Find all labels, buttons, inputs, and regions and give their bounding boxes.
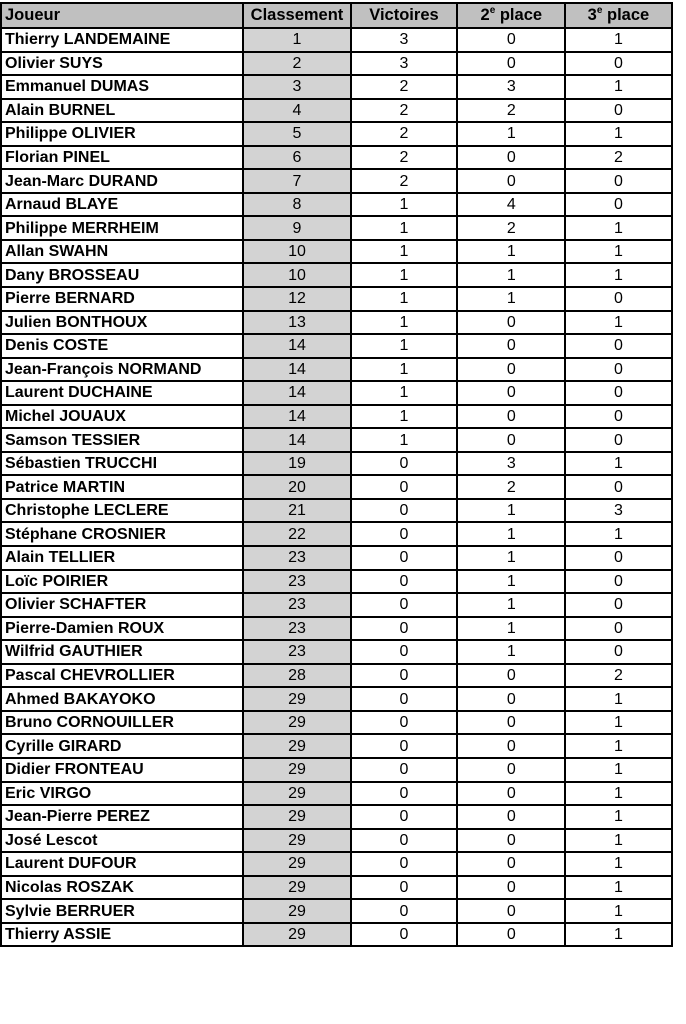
- rank-cell: 14: [243, 428, 350, 452]
- table-row: [1, 75, 686, 99]
- table-body: [1, 28, 686, 946]
- wins-cell: 1: [351, 216, 458, 240]
- edge-cell: [672, 687, 686, 711]
- edge-cell: [672, 499, 686, 523]
- player-name-cell: Michel JOUAUX: [1, 405, 243, 429]
- edge-cell: [672, 240, 686, 264]
- third-place-cell: 3: [565, 499, 671, 523]
- wins-cell: 0: [351, 546, 458, 570]
- third-place-cell: 0: [565, 99, 671, 123]
- wins-cell: 0: [351, 758, 458, 782]
- third-place-cell: 0: [565, 287, 671, 311]
- second-place-cell: 0: [457, 852, 565, 876]
- rank-cell: 23: [243, 640, 350, 664]
- rank-cell: 2: [243, 52, 350, 76]
- wins-cell: 0: [351, 499, 458, 523]
- rank-cell: 8: [243, 193, 350, 217]
- second-place-cell: 0: [457, 358, 565, 382]
- second-place-cell: 0: [457, 734, 565, 758]
- wins-cell: 1: [351, 428, 458, 452]
- edge-cell: [672, 99, 686, 123]
- player-name-cell: Wilfrid GAUTHIER: [1, 640, 243, 664]
- table-row: [1, 193, 686, 217]
- edge-cell: [672, 381, 686, 405]
- edge-cell: [672, 216, 686, 240]
- header-third-sup: e: [596, 4, 603, 16]
- player-name-cell: Philippe MERRHEIM: [1, 216, 243, 240]
- table-row: [1, 216, 686, 240]
- edge-cell: [672, 899, 686, 923]
- wins-cell: 0: [351, 711, 458, 735]
- second-place-cell: 0: [457, 758, 565, 782]
- wins-cell: 2: [351, 99, 458, 123]
- third-place-cell: 1: [565, 805, 671, 829]
- edge-cell: [672, 546, 686, 570]
- rank-cell: 10: [243, 263, 350, 287]
- player-name-cell: Ahmed BAKAYOKO: [1, 687, 243, 711]
- wins-cell: 2: [351, 146, 458, 170]
- third-place-cell: 2: [565, 146, 671, 170]
- player-name-cell: Olivier SCHAFTER: [1, 593, 243, 617]
- rank-cell: 19: [243, 452, 350, 476]
- rank-cell: 29: [243, 734, 350, 758]
- second-place-cell: 1: [457, 263, 565, 287]
- header-wins: Victoires: [351, 3, 458, 28]
- rank-cell: 13: [243, 311, 350, 335]
- wins-cell: 1: [351, 193, 458, 217]
- third-place-cell: 0: [565, 405, 671, 429]
- wins-cell: 0: [351, 475, 458, 499]
- edge-cell: [672, 711, 686, 735]
- player-name-cell: Denis COSTE: [1, 334, 243, 358]
- header-third-word: place: [602, 6, 650, 24]
- third-place-cell: 0: [565, 617, 671, 641]
- table-row: [1, 805, 686, 829]
- third-place-cell: 1: [565, 829, 671, 853]
- wins-cell: 0: [351, 852, 458, 876]
- edge-cell: [672, 640, 686, 664]
- wins-cell: 0: [351, 805, 458, 829]
- third-place-cell: 1: [565, 263, 671, 287]
- wins-cell: 2: [351, 169, 458, 193]
- rank-cell: 23: [243, 593, 350, 617]
- second-place-cell: 2: [457, 475, 565, 499]
- player-name-cell: Florian PINEL: [1, 146, 243, 170]
- second-place-cell: 1: [457, 522, 565, 546]
- header-row: [1, 3, 686, 28]
- rank-cell: 14: [243, 381, 350, 405]
- second-place-cell: 3: [457, 75, 565, 99]
- rank-cell: 1: [243, 28, 350, 52]
- table-row: [1, 28, 686, 52]
- third-place-cell: 0: [565, 475, 671, 499]
- table-row: [1, 263, 686, 287]
- edge-cell: [672, 287, 686, 311]
- table-row: [1, 287, 686, 311]
- edge-cell: [672, 852, 686, 876]
- table-row: [1, 711, 686, 735]
- rank-cell: 7: [243, 169, 350, 193]
- third-place-cell: 0: [565, 358, 671, 382]
- header-rank: Classement: [243, 3, 350, 28]
- second-place-cell: 0: [457, 169, 565, 193]
- rank-cell: 29: [243, 805, 350, 829]
- rank-cell: 28: [243, 664, 350, 688]
- third-place-cell: 0: [565, 570, 671, 594]
- wins-cell: 0: [351, 593, 458, 617]
- table-row: [1, 99, 686, 123]
- second-place-cell: 2: [457, 99, 565, 123]
- edge-cell: [672, 522, 686, 546]
- edge-cell: [672, 146, 686, 170]
- wins-cell: 2: [351, 122, 458, 146]
- player-name-cell: Nicolas ROSZAK: [1, 876, 243, 900]
- second-place-cell: 0: [457, 428, 565, 452]
- second-place-cell: 1: [457, 122, 565, 146]
- second-place-cell: 1: [457, 546, 565, 570]
- rank-cell: 10: [243, 240, 350, 264]
- player-name-cell: Stéphane CROSNIER: [1, 522, 243, 546]
- table-row: [1, 499, 686, 523]
- rank-cell: 6: [243, 146, 350, 170]
- third-place-cell: 0: [565, 593, 671, 617]
- player-name-cell: Alain BURNEL: [1, 99, 243, 123]
- table-row: [1, 899, 686, 923]
- edge-cell: [672, 452, 686, 476]
- third-place-cell: 1: [565, 782, 671, 806]
- table-row: [1, 734, 686, 758]
- third-place-cell: 0: [565, 169, 671, 193]
- table-row: [1, 240, 686, 264]
- wins-cell: 0: [351, 899, 458, 923]
- player-name-cell: Olivier SUYS: [1, 52, 243, 76]
- edge-cell: [672, 358, 686, 382]
- table-row: [1, 334, 686, 358]
- third-place-cell: 0: [565, 381, 671, 405]
- rank-cell: 29: [243, 829, 350, 853]
- second-place-cell: 2: [457, 216, 565, 240]
- edge-cell: [672, 28, 686, 52]
- rank-cell: 29: [243, 923, 350, 947]
- table-row: [1, 358, 686, 382]
- wins-cell: 1: [351, 358, 458, 382]
- rank-cell: 4: [243, 99, 350, 123]
- second-place-cell: 1: [457, 593, 565, 617]
- third-place-cell: 1: [565, 923, 671, 947]
- header-second-word: place: [495, 6, 543, 24]
- edge-cell: [672, 311, 686, 335]
- second-place-cell: 0: [457, 687, 565, 711]
- player-name-cell: Philippe OLIVIER: [1, 122, 243, 146]
- header-player: Joueur: [1, 3, 243, 28]
- player-name-cell: Christophe LECLERE: [1, 499, 243, 523]
- edge-cell: [672, 734, 686, 758]
- third-place-cell: 2: [565, 664, 671, 688]
- table-row: [1, 593, 686, 617]
- third-place-cell: 1: [565, 899, 671, 923]
- table-row: [1, 923, 686, 947]
- table-row: [1, 617, 686, 641]
- table-row: [1, 428, 686, 452]
- table-row: [1, 829, 686, 853]
- wins-cell: 0: [351, 452, 458, 476]
- second-place-cell: 0: [457, 923, 565, 947]
- second-place-cell: 0: [457, 876, 565, 900]
- edge-cell: [672, 570, 686, 594]
- third-place-cell: 1: [565, 240, 671, 264]
- table-row: [1, 876, 686, 900]
- edge-cell: [672, 617, 686, 641]
- rank-cell: 20: [243, 475, 350, 499]
- wins-cell: 0: [351, 570, 458, 594]
- table-row: [1, 122, 686, 146]
- player-name-cell: Cyrille GIRARD: [1, 734, 243, 758]
- rank-cell: 29: [243, 852, 350, 876]
- rank-cell: 23: [243, 546, 350, 570]
- header-third-num: 3: [587, 6, 597, 24]
- second-place-cell: 0: [457, 52, 565, 76]
- rank-cell: 14: [243, 358, 350, 382]
- table-row: [1, 169, 686, 193]
- player-name-cell: Didier FRONTEAU: [1, 758, 243, 782]
- player-name-cell: Thierry ASSIE: [1, 923, 243, 947]
- second-place-cell: 1: [457, 617, 565, 641]
- edge-cell: [672, 169, 686, 193]
- wins-cell: 1: [351, 311, 458, 335]
- rank-cell: 14: [243, 405, 350, 429]
- player-name-cell: Arnaud BLAYE: [1, 193, 243, 217]
- player-name-cell: Laurent DUCHAINE: [1, 381, 243, 405]
- third-place-cell: 0: [565, 193, 671, 217]
- player-name-cell: Allan SWAHN: [1, 240, 243, 264]
- second-place-cell: 0: [457, 805, 565, 829]
- second-place-cell: 0: [457, 829, 565, 853]
- second-place-cell: 4: [457, 193, 565, 217]
- rank-cell: 29: [243, 899, 350, 923]
- edge-cell: [672, 475, 686, 499]
- table-row: [1, 52, 686, 76]
- third-place-cell: 1: [565, 452, 671, 476]
- second-place-cell: 0: [457, 405, 565, 429]
- edge-cell: [672, 782, 686, 806]
- wins-cell: 3: [351, 28, 458, 52]
- third-place-cell: 0: [565, 428, 671, 452]
- rank-cell: 5: [243, 122, 350, 146]
- rank-cell: 29: [243, 876, 350, 900]
- second-place-cell: 0: [457, 311, 565, 335]
- player-name-cell: Dany BROSSEAU: [1, 263, 243, 287]
- header-second-sup: e: [489, 4, 496, 16]
- edge-cell: [672, 593, 686, 617]
- player-name-cell: Jean-Marc DURAND: [1, 169, 243, 193]
- edge-cell: [672, 805, 686, 829]
- table-row: [1, 452, 686, 476]
- second-place-cell: 1: [457, 240, 565, 264]
- player-name-cell: Julien BONTHOUX: [1, 311, 243, 335]
- table-row: [1, 640, 686, 664]
- rank-cell: 29: [243, 782, 350, 806]
- third-place-cell: 0: [565, 52, 671, 76]
- table-row: [1, 405, 686, 429]
- third-place-cell: 1: [565, 122, 671, 146]
- edge-cell: [672, 405, 686, 429]
- player-name-cell: Eric VIRGO: [1, 782, 243, 806]
- third-place-cell: 0: [565, 334, 671, 358]
- second-place-cell: 0: [457, 28, 565, 52]
- header-second-num: 2: [480, 6, 490, 24]
- wins-cell: 1: [351, 405, 458, 429]
- second-place-cell: 0: [457, 782, 565, 806]
- edge-cell: [672, 829, 686, 853]
- wins-cell: 0: [351, 829, 458, 853]
- third-place-cell: 1: [565, 758, 671, 782]
- wins-cell: 0: [351, 876, 458, 900]
- second-place-cell: 0: [457, 334, 565, 358]
- header-edge-cell: [672, 3, 686, 28]
- second-place-cell: 1: [457, 287, 565, 311]
- wins-cell: 1: [351, 381, 458, 405]
- player-name-cell: Thierry LANDEMAINE: [1, 28, 243, 52]
- rank-cell: 9: [243, 216, 350, 240]
- results-table: [0, 2, 686, 947]
- third-place-cell: 1: [565, 522, 671, 546]
- wins-cell: 0: [351, 923, 458, 947]
- wins-cell: 0: [351, 687, 458, 711]
- wins-cell: 3: [351, 52, 458, 76]
- player-name-cell: Loïc POIRIER: [1, 570, 243, 594]
- edge-cell: [672, 428, 686, 452]
- rank-cell: 3: [243, 75, 350, 99]
- third-place-cell: 1: [565, 852, 671, 876]
- edge-cell: [672, 758, 686, 782]
- rank-cell: 29: [243, 711, 350, 735]
- second-place-cell: 0: [457, 899, 565, 923]
- edge-cell: [672, 664, 686, 688]
- player-name-cell: Sylvie BERRUER: [1, 899, 243, 923]
- table-row: [1, 782, 686, 806]
- rank-cell: 21: [243, 499, 350, 523]
- rank-cell: 23: [243, 570, 350, 594]
- second-place-cell: 1: [457, 570, 565, 594]
- edge-cell: [672, 193, 686, 217]
- table-row: [1, 852, 686, 876]
- player-name-cell: Jean-François NORMAND: [1, 358, 243, 382]
- wins-cell: 1: [351, 334, 458, 358]
- header-third-place: [565, 3, 671, 28]
- wins-cell: 2: [351, 75, 458, 99]
- third-place-cell: 1: [565, 75, 671, 99]
- table-row: [1, 146, 686, 170]
- third-place-cell: 1: [565, 876, 671, 900]
- second-place-cell: 3: [457, 452, 565, 476]
- table-row: [1, 522, 686, 546]
- player-name-cell: Laurent DUFOUR: [1, 852, 243, 876]
- player-name-cell: Pascal CHEVROLLIER: [1, 664, 243, 688]
- second-place-cell: 0: [457, 381, 565, 405]
- player-name-cell: Bruno CORNOUILLER: [1, 711, 243, 735]
- wins-cell: 1: [351, 240, 458, 264]
- edge-cell: [672, 876, 686, 900]
- second-place-cell: 0: [457, 664, 565, 688]
- second-place-cell: 1: [457, 640, 565, 664]
- third-place-cell: 0: [565, 546, 671, 570]
- second-place-cell: 1: [457, 499, 565, 523]
- rank-cell: 14: [243, 334, 350, 358]
- header-second-place: [457, 3, 565, 28]
- wins-cell: 1: [351, 263, 458, 287]
- wins-cell: 0: [351, 782, 458, 806]
- player-name-cell: Pierre BERNARD: [1, 287, 243, 311]
- table-row: [1, 311, 686, 335]
- rank-cell: 12: [243, 287, 350, 311]
- player-name-cell: Alain TELLIER: [1, 546, 243, 570]
- third-place-cell: 1: [565, 311, 671, 335]
- third-place-cell: 0: [565, 640, 671, 664]
- player-name-cell: Patrice MARTIN: [1, 475, 243, 499]
- table-row: [1, 687, 686, 711]
- rank-cell: 29: [243, 758, 350, 782]
- player-name-cell: José Lescot: [1, 829, 243, 853]
- wins-cell: 0: [351, 640, 458, 664]
- third-place-cell: 1: [565, 711, 671, 735]
- third-place-cell: 1: [565, 216, 671, 240]
- table-row: [1, 570, 686, 594]
- edge-cell: [672, 122, 686, 146]
- second-place-cell: 0: [457, 146, 565, 170]
- player-name-cell: Emmanuel DUMAS: [1, 75, 243, 99]
- table-row: [1, 546, 686, 570]
- third-place-cell: 1: [565, 734, 671, 758]
- edge-cell: [672, 75, 686, 99]
- edge-cell: [672, 923, 686, 947]
- third-place-cell: 1: [565, 687, 671, 711]
- edge-cell: [672, 263, 686, 287]
- second-place-cell: 0: [457, 711, 565, 735]
- wins-cell: 0: [351, 617, 458, 641]
- edge-cell: [672, 334, 686, 358]
- wins-cell: 0: [351, 664, 458, 688]
- wins-cell: 0: [351, 734, 458, 758]
- table-row: [1, 758, 686, 782]
- player-name-cell: Pierre-Damien ROUX: [1, 617, 243, 641]
- player-name-cell: Jean-Pierre PEREZ: [1, 805, 243, 829]
- rank-cell: 22: [243, 522, 350, 546]
- edge-cell: [672, 52, 686, 76]
- table-row: [1, 381, 686, 405]
- rank-cell: 29: [243, 687, 350, 711]
- player-name-cell: Samson TESSIER: [1, 428, 243, 452]
- third-place-cell: 1: [565, 28, 671, 52]
- player-name-cell: Sébastien TRUCCHI: [1, 452, 243, 476]
- table-row: [1, 475, 686, 499]
- table-row: [1, 664, 686, 688]
- wins-cell: 0: [351, 522, 458, 546]
- wins-cell: 1: [351, 287, 458, 311]
- rank-cell: 23: [243, 617, 350, 641]
